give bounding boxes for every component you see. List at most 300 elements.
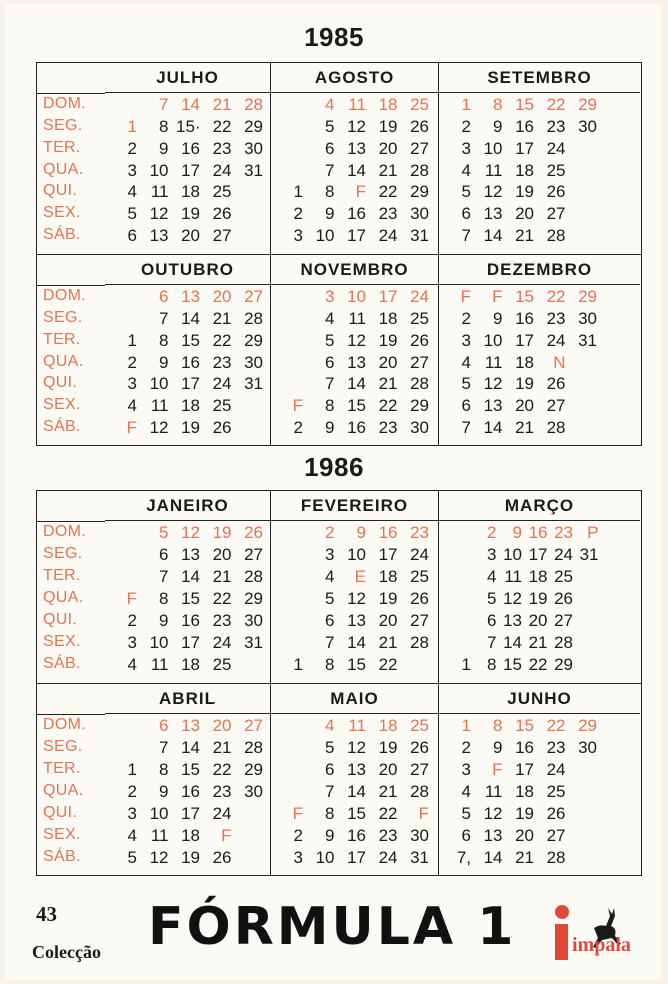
day-cell: 31 bbox=[578, 330, 597, 350]
day-cell: 18 bbox=[181, 655, 200, 674]
day-cell: 27 bbox=[410, 611, 429, 630]
day-cell: 25 bbox=[410, 308, 429, 328]
day-cell: 12 bbox=[483, 374, 503, 394]
day-cell: 7 bbox=[487, 633, 497, 652]
day-cell: 17 bbox=[181, 160, 200, 180]
day-cell: 3 bbox=[325, 545, 335, 564]
day-cell: 1 bbox=[461, 95, 471, 114]
day-cell: 5 bbox=[127, 848, 137, 867]
day-cell: 7 bbox=[325, 374, 335, 394]
day-cell: 26 bbox=[212, 204, 232, 224]
day-cell: 18 bbox=[181, 396, 200, 416]
impala-logo-text: impala bbox=[572, 934, 631, 956]
calendar-1986 bbox=[36, 490, 642, 876]
day-cell: 15 bbox=[347, 655, 366, 674]
month-name: JANEIRO bbox=[105, 491, 270, 521]
day-cell: 4 bbox=[325, 308, 335, 328]
day-cell: 21 bbox=[378, 160, 398, 180]
day-cell: 26 bbox=[212, 418, 232, 438]
day-cell: 2 bbox=[461, 738, 471, 757]
day-cell: 13 bbox=[483, 826, 503, 845]
day-cell: 21 bbox=[212, 308, 232, 328]
day-cell: 31 bbox=[244, 160, 263, 180]
day-cell: 15 bbox=[515, 95, 534, 114]
day-cell: 13 bbox=[483, 204, 503, 224]
day-cell: 4 bbox=[325, 567, 335, 586]
day-cell: 2 bbox=[127, 611, 137, 630]
day-cell: 10 bbox=[149, 374, 169, 394]
day-cell: 9 bbox=[159, 352, 169, 372]
day-cell: F bbox=[492, 760, 503, 779]
day-cell: 11 bbox=[484, 160, 503, 180]
day-cell: 17 bbox=[515, 760, 534, 779]
day-cell: 18 bbox=[181, 182, 200, 202]
day-cell: 17 bbox=[515, 330, 534, 350]
day-cell: 14 bbox=[483, 418, 503, 438]
day-cell: 21 bbox=[212, 567, 232, 586]
day-cell: 5 bbox=[127, 204, 137, 224]
month-setembro bbox=[439, 63, 640, 254]
day-cell: 24 bbox=[410, 545, 429, 564]
day-cell: 19 bbox=[515, 182, 534, 202]
day-cell: 7 bbox=[325, 782, 335, 801]
day-cell: 18 bbox=[515, 160, 534, 180]
day-cell: 14 bbox=[181, 567, 200, 586]
day-cell: 14 bbox=[181, 95, 200, 114]
weekday-label: QUI. bbox=[43, 182, 78, 200]
calendar-row-1985-1 bbox=[37, 254, 641, 446]
day-cell: 2 bbox=[127, 138, 137, 158]
day-cell: 31 bbox=[244, 633, 263, 652]
day-cell: 3 bbox=[461, 760, 471, 779]
calendar-row-1986-1 bbox=[37, 683, 641, 876]
day-cell: 1 bbox=[127, 116, 137, 136]
day-cell: 17 bbox=[378, 545, 398, 564]
day-cell: 11 bbox=[348, 95, 366, 114]
day-cell: 2 bbox=[461, 308, 471, 328]
day-cell: 8 bbox=[493, 95, 503, 114]
day-cell: 16 bbox=[347, 418, 366, 438]
day-cell: 27 bbox=[554, 611, 573, 630]
month-fevereiro bbox=[271, 491, 439, 683]
day-cell: 1 bbox=[461, 655, 471, 674]
day-cell: 1 bbox=[127, 330, 137, 350]
weekday-column bbox=[37, 63, 105, 254]
weekday-header-divider bbox=[37, 93, 105, 94]
weekday-label: SEG. bbox=[43, 738, 83, 755]
day-cell: 26 bbox=[546, 804, 566, 823]
day-cell: 24 bbox=[546, 330, 566, 350]
day-cell: 18 bbox=[378, 567, 398, 586]
day-cell: 24 bbox=[378, 226, 398, 246]
day-cell: 9 bbox=[159, 138, 169, 158]
day-cell: 21 bbox=[378, 633, 398, 652]
day-cell: 21 bbox=[515, 848, 534, 867]
day-cell: 11 bbox=[150, 655, 169, 674]
weekday-label: QUI. bbox=[43, 804, 78, 821]
day-cell: 3 bbox=[487, 545, 497, 564]
day-cell: 9 bbox=[325, 204, 335, 224]
day-cell: 22 bbox=[212, 116, 232, 136]
day-cell: 18 bbox=[378, 308, 398, 328]
month-janeiro bbox=[105, 491, 271, 683]
day-cell: 13 bbox=[483, 396, 503, 416]
day-cell: 12 bbox=[149, 848, 169, 867]
day-cell: 5 bbox=[487, 589, 497, 608]
year-title-1985: 1985 bbox=[304, 22, 364, 52]
day-cell: 19 bbox=[378, 330, 398, 350]
day-cell: 7 bbox=[159, 738, 169, 757]
day-cell: 2 bbox=[325, 523, 335, 542]
day-cell: 6 bbox=[461, 396, 471, 416]
day-cell: 26 bbox=[410, 330, 429, 350]
month-outubro bbox=[105, 255, 271, 446]
day-cell: 24 bbox=[212, 633, 232, 652]
day-cell: 1 bbox=[293, 182, 303, 202]
weekday-label: SÁB. bbox=[43, 226, 81, 244]
day-grid bbox=[105, 684, 270, 876]
day-cell: 21 bbox=[378, 782, 398, 801]
weekday-label: DOM. bbox=[43, 523, 86, 540]
day-grid bbox=[105, 255, 270, 446]
day-cell: 17 bbox=[528, 545, 548, 564]
weekday-label: SEG. bbox=[43, 545, 83, 562]
day-cell: 4 bbox=[127, 182, 137, 202]
day-cell: 24 bbox=[546, 760, 566, 779]
day-cell: 17 bbox=[181, 374, 200, 394]
day-cell: 8 bbox=[159, 116, 169, 136]
day-cell: 21 bbox=[515, 226, 534, 246]
day-cell: 16 bbox=[181, 782, 200, 801]
day-cell: 6 bbox=[325, 611, 335, 630]
day-cell: 23 bbox=[546, 116, 566, 136]
day-cell: 4 bbox=[325, 95, 335, 114]
month-abril bbox=[105, 684, 271, 876]
day-cell: 25 bbox=[554, 567, 573, 586]
day-cell: 7 bbox=[461, 418, 471, 438]
day-cell: 30 bbox=[244, 138, 263, 158]
day-cell: 17 bbox=[181, 804, 200, 823]
day-cell: 25 bbox=[546, 160, 566, 180]
weekday-column bbox=[37, 255, 105, 446]
day-cell: 16 bbox=[515, 116, 534, 136]
day-cell: 16 bbox=[181, 611, 200, 630]
weekday-header-divider bbox=[37, 521, 105, 522]
day-cell: 29 bbox=[410, 396, 429, 416]
day-cell: 28 bbox=[244, 95, 263, 114]
day-cell: 8 bbox=[325, 804, 335, 823]
day-cell: 2 bbox=[461, 116, 471, 136]
day-cell: F bbox=[355, 182, 366, 202]
day-cell: 6 bbox=[159, 545, 169, 564]
day-cell: 11 bbox=[484, 782, 503, 801]
day-grid bbox=[439, 491, 640, 683]
day-cell: 6 bbox=[325, 760, 335, 779]
day-cell: 22 bbox=[546, 716, 566, 735]
day-cell: 31 bbox=[410, 848, 429, 867]
day-cell: 23 bbox=[212, 138, 232, 158]
day-cell: 28 bbox=[244, 738, 263, 757]
day-cell: 25 bbox=[546, 782, 566, 801]
day-cell: 3 bbox=[293, 226, 303, 246]
day-cell: 9 bbox=[325, 826, 335, 845]
day-cell: F bbox=[492, 287, 503, 306]
day-cell: 28 bbox=[244, 308, 263, 328]
day-cell: 23 bbox=[212, 782, 232, 801]
day-cell: 18 bbox=[378, 716, 398, 735]
day-cell: 5 bbox=[461, 804, 471, 823]
day-cell: 9 bbox=[159, 611, 169, 630]
day-cell: 22 bbox=[528, 655, 548, 674]
day-cell: 2 bbox=[293, 826, 303, 845]
day-cell: 14 bbox=[181, 738, 200, 757]
month-name: MAIO bbox=[271, 684, 438, 714]
day-cell: 20 bbox=[378, 352, 398, 372]
day-cell: 31 bbox=[579, 545, 599, 564]
day-cell: 30 bbox=[244, 352, 263, 372]
day-cell: 20 bbox=[212, 545, 232, 564]
month-março bbox=[439, 491, 640, 683]
weekday-label: SEX. bbox=[43, 633, 81, 650]
day-cell: 13 bbox=[181, 287, 200, 306]
day-cell: 10 bbox=[315, 848, 335, 867]
day-cell: 3 bbox=[127, 160, 137, 180]
day-cell: 13 bbox=[181, 545, 200, 564]
day-cell: 15 bbox=[347, 396, 366, 416]
day-cell: 28 bbox=[554, 633, 573, 652]
day-cell: 21 bbox=[212, 738, 232, 757]
day-cell: 2 bbox=[293, 204, 303, 224]
day-cell: 23 bbox=[546, 308, 566, 328]
day-cell: 3 bbox=[127, 633, 137, 652]
day-cell: 16 bbox=[378, 523, 398, 542]
calendar-row-1985-0 bbox=[37, 63, 641, 254]
day-cell: 15 bbox=[181, 589, 200, 608]
day-cell: 7 bbox=[159, 308, 169, 328]
day-cell: 24 bbox=[212, 374, 232, 394]
day-cell: 4 bbox=[127, 655, 137, 674]
day-cell: 12 bbox=[181, 523, 200, 542]
day-cell: 15 bbox=[515, 716, 534, 735]
deer-icon bbox=[550, 898, 650, 968]
day-cell: 24 bbox=[410, 287, 429, 306]
weekday-label: SÁB. bbox=[43, 655, 81, 672]
day-cell: 10 bbox=[149, 804, 169, 823]
weekday-label: QUA. bbox=[43, 160, 84, 178]
month-name: NOVEMBRO bbox=[271, 255, 438, 285]
day-cell: 25 bbox=[410, 716, 429, 735]
day-cell: 10 bbox=[149, 633, 169, 652]
day-cell: 17 bbox=[378, 287, 398, 306]
day-cell: 18 bbox=[181, 826, 200, 845]
day-cell: 14 bbox=[181, 308, 200, 328]
day-cell: 3 bbox=[293, 848, 303, 867]
weekday-label: SEG. bbox=[43, 308, 83, 326]
day-cell: 7 bbox=[461, 226, 471, 246]
day-cell: 22 bbox=[212, 760, 232, 779]
day-cell: 18 bbox=[528, 567, 548, 586]
day-cell: 15 bbox=[181, 760, 200, 779]
day-cell: 26 bbox=[554, 589, 573, 608]
weekday-label: SEG. bbox=[43, 116, 83, 134]
day-cell: 20 bbox=[515, 396, 534, 416]
month-name: JULHO bbox=[105, 63, 270, 93]
day-cell: 15 bbox=[515, 287, 534, 306]
day-cell: 13 bbox=[149, 226, 169, 246]
day-cell: 10 bbox=[315, 226, 335, 246]
weekday-label: QUI. bbox=[43, 611, 78, 628]
day-cell: 17 bbox=[347, 226, 366, 246]
day-cell: F bbox=[221, 826, 232, 845]
day-cell: 10 bbox=[347, 545, 366, 564]
day-cell: 5 bbox=[461, 182, 471, 202]
day-cell: 29 bbox=[578, 95, 597, 114]
day-cell: 23 bbox=[378, 826, 398, 845]
weekday-label: SEX. bbox=[43, 204, 81, 222]
day-cell: 27 bbox=[546, 396, 566, 416]
day-cell: 11 bbox=[348, 308, 366, 328]
day-cell: 20 bbox=[212, 287, 232, 306]
day-cell: 8 bbox=[325, 182, 335, 202]
day-cell: 6 bbox=[461, 826, 471, 845]
month-novembro bbox=[271, 255, 439, 446]
day-cell: 27 bbox=[244, 545, 263, 564]
day-cell: 19 bbox=[378, 738, 398, 757]
day-cell: 4 bbox=[461, 160, 471, 180]
day-cell: 8 bbox=[159, 589, 169, 608]
day-cell: 6 bbox=[159, 716, 169, 735]
day-cell: 22 bbox=[378, 804, 398, 823]
day-cell: 18 bbox=[378, 95, 398, 114]
day-cell: 23 bbox=[212, 352, 232, 372]
day-grid bbox=[271, 63, 438, 254]
day-cell: 27 bbox=[244, 716, 263, 735]
day-cell: 25 bbox=[410, 95, 429, 114]
day-cell: 11 bbox=[150, 826, 169, 845]
day-cell: 25 bbox=[212, 396, 232, 416]
day-cell: 26 bbox=[546, 374, 566, 394]
day-cell: 29 bbox=[244, 330, 263, 350]
month-name: AGOSTO bbox=[271, 63, 438, 93]
calendar-1985 bbox=[36, 62, 642, 446]
day-cell: 20 bbox=[515, 826, 534, 845]
day-cell: 28 bbox=[244, 567, 263, 586]
day-cell: 9 bbox=[493, 116, 503, 136]
collection-label: Colecção bbox=[32, 942, 101, 962]
weekday-column bbox=[37, 491, 105, 683]
day-cell: 26 bbox=[244, 523, 263, 542]
day-cell: 2 bbox=[487, 523, 497, 542]
day-cell: 23 bbox=[212, 611, 232, 630]
day-cell: 10 bbox=[149, 160, 169, 180]
day-cell: 30 bbox=[578, 308, 597, 328]
day-cell: 14 bbox=[503, 633, 522, 652]
day-cell: 20 bbox=[515, 204, 534, 224]
day-cell: 12 bbox=[503, 589, 522, 608]
day-cell: 10 bbox=[347, 287, 366, 306]
day-cell: 23 bbox=[554, 523, 573, 542]
day-cell: 11 bbox=[150, 182, 169, 202]
day-cell: 4 bbox=[127, 826, 137, 845]
weekday-label: DOM. bbox=[43, 716, 86, 733]
day-grid bbox=[105, 491, 270, 683]
day-cell: 22 bbox=[212, 589, 232, 608]
day-cell: 24 bbox=[546, 138, 566, 158]
day-cell: 3 bbox=[325, 287, 335, 306]
day-cell: 11 bbox=[150, 396, 169, 416]
day-cell: 8 bbox=[325, 396, 335, 416]
day-cell: 30 bbox=[244, 782, 263, 801]
day-cell: 29 bbox=[554, 655, 573, 674]
day-cell: 28 bbox=[546, 848, 566, 867]
day-cell: 16 bbox=[347, 826, 366, 845]
weekday-label: TER. bbox=[43, 760, 81, 777]
day-cell: 27 bbox=[410, 138, 429, 158]
day-cell: 7 bbox=[325, 633, 335, 652]
day-cell: 1 bbox=[461, 716, 471, 735]
day-cell: 20 bbox=[378, 760, 398, 779]
day-cell: 2 bbox=[293, 418, 303, 438]
day-cell: 16 bbox=[181, 352, 200, 372]
day-cell: 3 bbox=[461, 138, 471, 158]
day-cell: 3 bbox=[461, 330, 471, 350]
day-cell: 7, bbox=[456, 848, 471, 867]
day-cell: 10 bbox=[503, 545, 522, 564]
day-cell: 26 bbox=[212, 848, 232, 867]
day-cell: 27 bbox=[410, 352, 429, 372]
day-cell: 29 bbox=[244, 760, 263, 779]
day-cell: 27 bbox=[244, 287, 263, 306]
weekday-label: DOM. bbox=[43, 287, 86, 304]
calendar-row-1986-0 bbox=[37, 491, 641, 683]
day-cell: 12 bbox=[347, 116, 366, 136]
day-cell: 1 bbox=[293, 655, 303, 674]
weekday-header-divider bbox=[37, 285, 105, 286]
day-grid bbox=[271, 255, 438, 446]
day-cell: 3 bbox=[127, 804, 137, 823]
day-cell: 19 bbox=[181, 418, 200, 438]
day-cell: 22 bbox=[378, 396, 398, 416]
day-cell: 6 bbox=[127, 226, 137, 246]
day-cell: 5 bbox=[159, 523, 169, 542]
day-cell: 12 bbox=[347, 330, 366, 350]
day-cell: 4 bbox=[127, 396, 137, 416]
month-name: MARÇO bbox=[439, 491, 640, 521]
day-cell: 30 bbox=[410, 418, 429, 438]
day-cell: 29 bbox=[578, 716, 597, 735]
card-number: 43 bbox=[36, 902, 57, 926]
day-cell: 7 bbox=[159, 95, 169, 114]
weekday-label: SÁB. bbox=[43, 848, 81, 865]
month-agosto bbox=[271, 63, 439, 254]
day-cell: F bbox=[418, 804, 429, 823]
day-grid bbox=[271, 684, 438, 876]
day-cell: 16 bbox=[347, 204, 366, 224]
day-cell: 17 bbox=[515, 138, 534, 158]
day-cell: 8 bbox=[493, 716, 503, 735]
day-cell: 7 bbox=[159, 567, 169, 586]
day-cell: 12 bbox=[483, 804, 503, 823]
day-cell: 5 bbox=[325, 330, 335, 350]
day-cell: 19 bbox=[181, 848, 200, 867]
day-cell: 25 bbox=[212, 655, 232, 674]
day-cell: 8 bbox=[159, 760, 169, 779]
day-cell: 21 bbox=[378, 374, 398, 394]
day-cell: 10 bbox=[483, 138, 503, 158]
day-cell: 8 bbox=[159, 330, 169, 350]
month-dezembro bbox=[439, 255, 640, 446]
day-cell: 30 bbox=[578, 116, 597, 136]
